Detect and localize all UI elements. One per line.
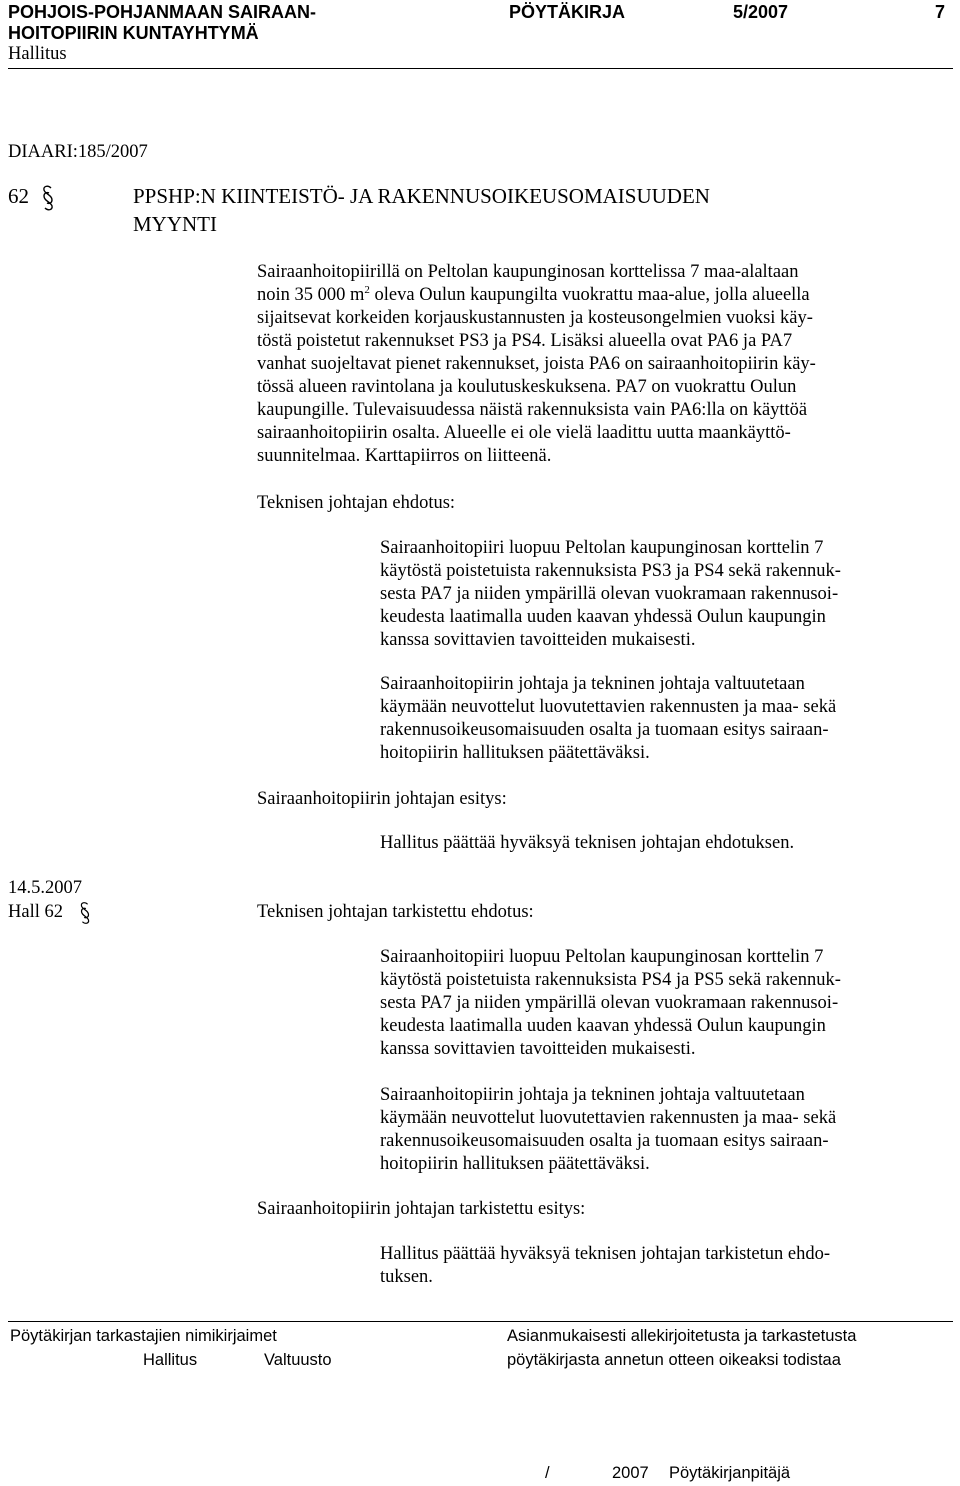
org-name-line2: HOITOPIIRIN KUNTAYHTYMÄ [8, 23, 259, 43]
director-proposal-text: Hallitus päättää hyväksyä teknisen johtajan ehdotuksen. [380, 833, 795, 853]
proposal2-paragraph2: Sairaanhoitopiirin johtaja ja tekninen johtaja valtuutetaan käymään neuvottelut luovutettavien rakennusten ja maa- sekä rakennusoikeusomaisuuden osalta ja tuomaan esitys sairaan- hoitopiirin hallituksen päätettäväksi. [380, 1085, 837, 1174]
intro-line: sijaitsevat korkeiden korjauskustannusten ja kosteusongelmien vuoksi käy- [257, 308, 813, 328]
section-title-line2: MYYNTI [133, 212, 217, 236]
header-body-name: Hallitus [8, 44, 67, 64]
meeting-reference: Hall 62 [8, 902, 63, 922]
intro-line: vanhat suojeltavat pienet rakennukset, joista PA6 on sairaanhoitopiirin käy- [257, 354, 816, 374]
proposal1-paragraph1: Sairaanhoitopiiri luopuu Peltolan kaupunginosan korttelin 7 käytöstä poistetuista rakennuksista PS3 ja PS4 sekä rakennuk- sesta PA7 ja niiden ympärillä olevan vuokramaan rakennusoi- keudesta laatimalla uuden kaavan yhdessä Oulun kaupungin kanssa sovittavien tavoitteiden mukaisesti. [380, 538, 841, 650]
footer-col-valtuusto: Valtuusto [264, 1351, 332, 1369]
footer-col-hallitus: Hallitus [143, 1351, 198, 1369]
footer-rule [8, 1321, 953, 1322]
intro-line: kaupungille. Tulevaisuudessa näistä rakennuksista vain PA6:lla on käyttöä [257, 400, 808, 420]
section-sign-icon [78, 900, 92, 931]
document-type: PÖYTÄKIRJA [509, 2, 626, 22]
director-proposal-label: Sairaanhoitopiirin johtajan esitys: [257, 789, 507, 809]
footer-certification-line1: Asianmukaisesti allekirjoitetusta ja tarkastetusta [507, 1327, 857, 1345]
intro-line: töstä poistetut rakennukset PS3 ja PS4. Lisäksi alueella ovat PA6 ja PA7 [257, 331, 793, 351]
footer-inspectors-label: Pöytäkirjan tarkastajien nimikirjaimet [10, 1327, 277, 1345]
section-number: 62 [8, 184, 29, 208]
header-rule [8, 68, 953, 69]
footer-date-slash: / [545, 1464, 550, 1482]
intro-line: suunnitelmaa. Karttapiirros on liitteenä. [257, 446, 552, 466]
director-revised-proposal-label: Sairaanhoitopiirin johtajan tarkistettu esitys: [257, 1199, 586, 1219]
intro-line: Sairaanhoitopiirillä on Peltolan kaupunginosan korttelissa 7 maa-alaltaan [257, 262, 799, 282]
issue-number: 5/2007 [733, 2, 789, 22]
director-revised-proposal-text: Hallitus päättää hyväksyä teknisen johtajan tarkistetun ehdo- tuksen. [380, 1244, 831, 1287]
intro-line: sairaanhoitopiirin osalta. Alueelle ei ole vielä laadittu uutta maankäyttö- [257, 423, 791, 443]
section-title-line1: PPSHP:N KIINTEISTÖ- JA RAKENNUSOIKEUSOMAISUUDEN [133, 184, 710, 208]
intro-paragraph [257, 261, 816, 468]
footer-year: 2007 [612, 1464, 649, 1482]
footer-certification-line2: pöytäkirjasta annetun otteen oikeaksi todistaa [507, 1351, 841, 1369]
intro-line: noin 35 000 $m^2$ oleva Oulun kaupungilta vuokrattu maa-alue, jolla alueella [257, 283, 810, 305]
footer-minutes-keeper: Pöytäkirjanpitäjä [669, 1464, 791, 1482]
diaari-number: DIAARI:185/2007 [8, 142, 148, 162]
meeting-date: 14.5.2007 [8, 878, 82, 898]
proposal1-paragraph2: Sairaanhoitopiirin johtaja ja tekninen johtaja valtuutetaan käymään neuvottelut luovutettavien rakennusten ja maa- sekä rakennusoikeusomaisuuden osalta ja tuomaan esitys sairaan- hoitopiirin hallituksen päätettäväksi. [380, 674, 837, 763]
proposal2-paragraph1: Sairaanhoitopiiri luopuu Peltolan kaupunginosan korttelin 7 käytöstä poistetuista rakennuksista PS4 ja PS5 sekä rakennuk- sesta PA7 ja niiden ympärillä olevan vuokramaan rakennusoi- keudesta laatimalla uuden kaavan yhdessä Oulun kaupungin kanssa sovittavien tavoitteiden mukaisesti. [380, 947, 841, 1059]
technical-director-proposal-label: Teknisen johtajan ehdotus: [257, 493, 456, 513]
technical-director-revised-proposal-label: Teknisen johtajan tarkistettu ehdotus: [257, 902, 534, 922]
section-sign-icon [40, 184, 56, 217]
intro-line: tössä alueen ravintolana ja koulutuskeskuksena. PA7 on vuokrattu Oulun [257, 377, 797, 397]
page-number: 7 [935, 2, 946, 22]
org-name-line1: POHJOIS-POHJANMAAN SAIRAAN- [8, 2, 317, 22]
